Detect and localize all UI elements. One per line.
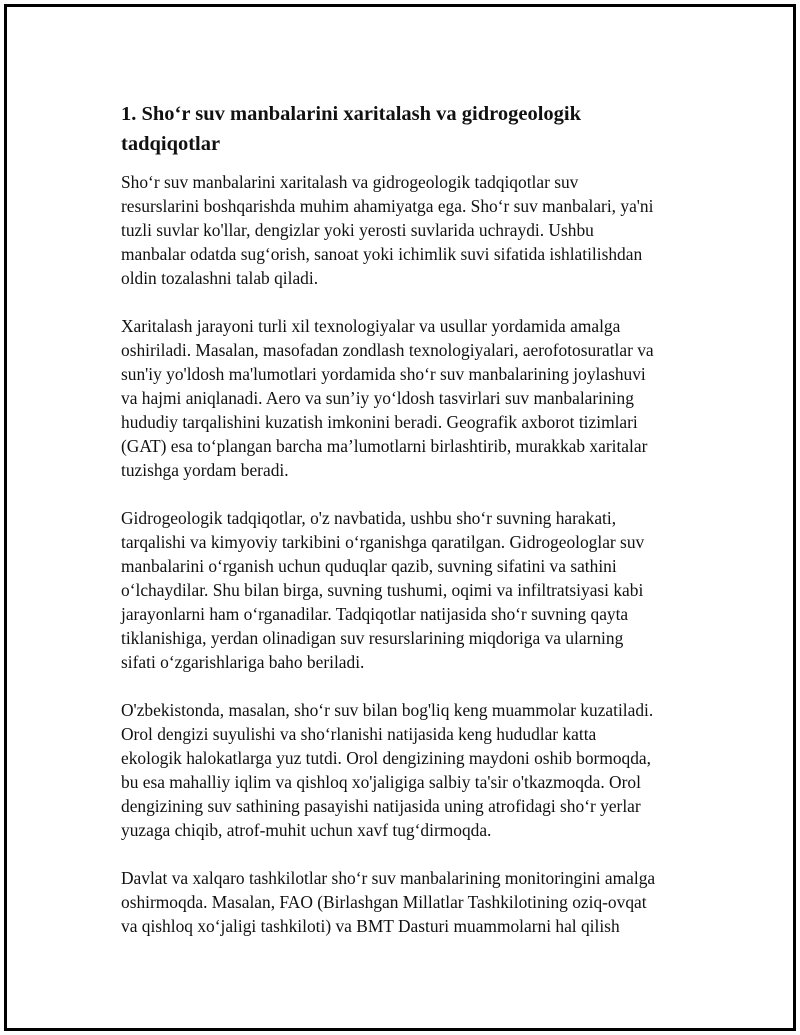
text-line: o‘lchaydilar. Shu bilan birga, suvning tushumi, oqimi va infiltratsiyasi kabi (121, 580, 644, 600)
paragraph-uzbekistan (121, 698, 696, 842)
heading-line: tadqiqotlar (121, 133, 221, 155)
text-line: oshirmoqda. Masalan, FAO (Birlashgan Millatlar Tashkilotining oziq-ovqat (121, 892, 647, 912)
text-line: resurslarini boshqarishda muhim ahamiyatga ega. Sho‘r suv manbalari, ya'ni (121, 196, 654, 216)
document-body (121, 99, 696, 962)
text-line: bu esa mahalliy iqlim va qishloq xo'jaligiga salbiy ta'sir o'tkazmoqda. Orol (121, 772, 641, 792)
paragraph-intro (121, 170, 696, 290)
text-line: tiklanishiga, yerdan olinadigan suv resurslarining miqdoriga va ularning (121, 628, 624, 648)
text-line: Orol dengizi suyulishi va sho‘rlanishi natijasida keng hududlar katta (121, 724, 597, 744)
text-line: O'zbekistonda, masalan, sho‘r suv bilan bog'liq keng muammolar kuzatiladi. (121, 700, 654, 720)
text-line: tuzli suvlar ko'llar, dengizlar yoki yerosti suvlarida uchraydi. Ushbu (121, 220, 594, 240)
paragraph-organizations (121, 866, 696, 938)
text-line: manbalarini o‘rganish uchun quduqlar qazib, suvning sifatini va sathini (121, 556, 617, 576)
heading-line: 1. Sho‘r suv manbalarini xaritalash va gidrogeologik (121, 103, 581, 125)
page-frame (4, 4, 796, 1031)
text-line: Gidrogeologik tadqiqotlar, o'z navbatida, ushbu sho‘r suvning harakati, (121, 508, 617, 528)
text-line: Sho‘r suv manbalarini xaritalash va gidrogeologik tadqiqotlar suv (121, 172, 579, 192)
text-line: sun'iy yo'ldosh ma'lumotlari yordamida sho‘r suv manbalarining joylashuvi (121, 364, 646, 384)
section-heading (121, 99, 696, 159)
text-line: va qishloq xo‘jaligi tashkiloti) va BMT Dasturi muammolarni hal qilish (121, 916, 620, 936)
text-line: oshiriladi. Masalan, masofadan zondlash texnologiyalari, aerofotosuratlar va (121, 340, 654, 360)
text-line: manbalar odatda sug‘orish, sanoat yoki ichimlik suvi sifatida ishlatilishdan (121, 244, 643, 264)
text-line: dengizining suv sathining pasayishi natijasida uning atrofidagi sho‘r yerlar (121, 796, 641, 816)
text-line: hududiy tarqalishini kuzatish imkonini beradi. Geografik axborot tizimlari (121, 412, 638, 432)
text-line: yuzaga chiqib, atrof-muhit uchun xavf tug‘dirmoqda. (121, 820, 492, 840)
text-line: tuzishga yordam beradi. (121, 460, 289, 480)
text-line: sifati o‘zgarishlariga baho beriladi. (121, 652, 365, 672)
paragraph-mapping (121, 314, 696, 482)
text-line: va hajmi aniqlanadi. Aero va sun’iy yo‘ldosh tasvirlari suv manbalarining (121, 388, 634, 408)
paragraph-hydrogeology (121, 506, 696, 674)
text-line: Xaritalash jarayoni turli xil texnologiyalar va usullar yordamida amalga (121, 316, 621, 336)
text-line: Davlat va xalqaro tashkilotlar sho‘r suv manbalarining monitoringini amalga (121, 868, 656, 888)
text-line: tarqalishi va kimyoviy tarkibini o‘rganishga qaratilgan. Gidrogeologlar suv (121, 532, 645, 552)
text-line: oldin tozalashni talab qiladi. (121, 268, 319, 288)
text-line: (GAT) esa to‘plangan barcha ma’lumotlarni birlashtirib, murakkab xaritalar (121, 436, 648, 456)
text-line: jarayonlarni ham o‘rganadilar. Tadqiqotlar natijasida sho‘r suvning qayta (121, 604, 629, 624)
text-line: ekologik halokatlarga yuz tutdi. Orol dengizining maydoni oshib bormoqda, (121, 748, 651, 768)
